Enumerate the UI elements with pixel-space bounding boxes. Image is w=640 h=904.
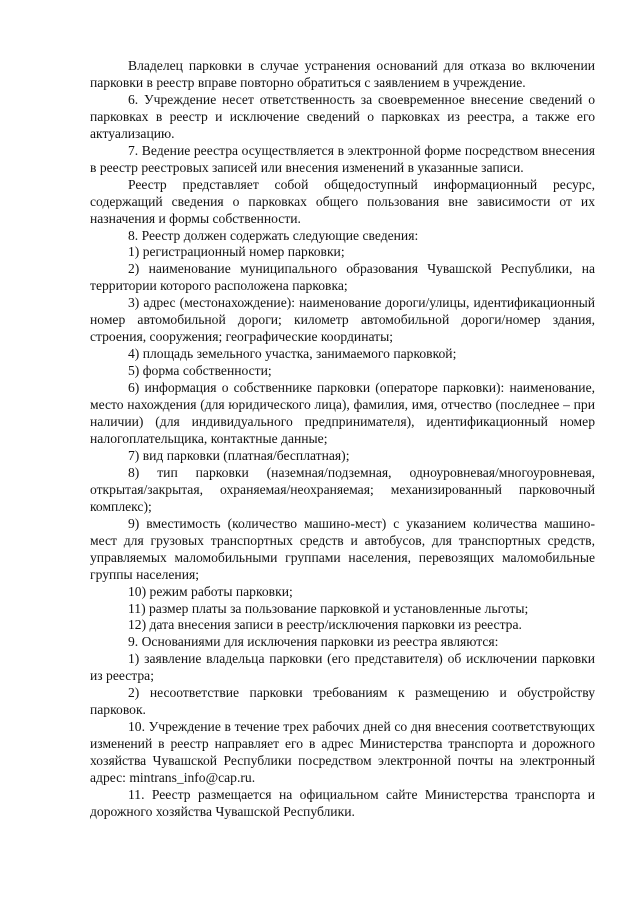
list-item-8-10: 10) режим работы парковки; [128,583,293,599]
list-item-9-1: 1) заявление владельца парковки (его представителя) об исключении парковки из реестра; [90,651,595,684]
paragraph-6-responsibility: 6. Учреждение несет ответственность за своевременное внесение сведений о парковках в реестр и исключение сведений о парковках из реестра, а также его актуализацию. [90,91,595,141]
list-item-8-2: 2) наименование муниципального образования Чувашской Республики, на территории которого расположена парковка; [90,261,595,294]
list-item-8-9: 9) вместимость (количество машино-мест) с указанием количества машино-мест для грузовых транспортных средств и автобусов, для транспортных средств, управляемых маломобильными группами населения, перевозящих маломобильные группы населения; [90,515,595,582]
paragraph-7-registry-maintenance: 7. Ведение реестра осуществляется в электронной форме посредством внесения в реестр реестровых записей или внесения изменений в указанные записи. [90,142,595,175]
paragraph-8-registry-contents: 8. Реестр должен содержать следующие сведения: [128,227,419,243]
paragraph-9-exclusion-grounds: 9. Основаниями для исключения парковки из реестра являются: [128,634,499,650]
list-item-8-1: 1) регистрационный номер парковки; [128,244,345,260]
paragraph-11-publication: 11. Реестр размещается на официальном сайте Министерства транспорта и дорожного хозяйства Чувашской Республики. [90,786,595,819]
list-item-8-4: 4) площадь земельного участка, занимаемого парковкой; [128,346,457,362]
list-item-8-5: 5) форма собственности; [128,363,272,379]
document-page [90,58,595,821]
paragraph-reapply: Владелец парковки в случае устранения оснований для отказа во включении парковки в реестр вправе повторно обратиться с заявлением в учреждение. [90,58,595,90]
list-item-8-8: 8) тип парковки (наземная/подземная, одноуровневая/многоуровневая, открытая/закрытая, охраняемая/неохраняемая; механизированный парковочный комплекс); [90,464,595,514]
list-item-8-7: 7) вид парковки (платная/бесплатная); [128,447,350,463]
list-item-9-2: 2) несоответствие парковки требованиям к размещению и обустройству парковок. [90,685,595,718]
paragraph-registry-definition: Реестр представляет собой общедоступный информационный ресурс, содержащий сведения о парковках общего пользования вне зависимости от их назначения и формы собственности. [90,176,595,226]
paragraph-10-submission: 10. Учреждение в течение трех рабочих дней со дня внесения соответствующих изменений в реестр направляет его в адрес Министерства транспорта и дорожного хозяйства Чувашской Республики посредством электронной почты на электронный адрес: mintrans_info@cap.ru. [90,719,595,786]
list-item-8-12: 12) дата внесения записи в реестр/исключения парковки из реестра. [128,617,522,633]
list-item-8-6: 6) информация о собственнике парковки (операторе парковки): наименование, место нахождения (для юридического лица), фамилия, имя, отчество (последнее – при наличии) (для индивидуального предпринимателя), идентификационный номер налогоплательщика, контактные данные; [90,380,595,446]
list-item-8-11: 11) размер платы за пользование парковкой и установленные льготы; [128,600,529,616]
list-item-8-3: 3) адрес (местонахождение): наименование дороги/улицы, идентификационный номер автомобильной дороги; километр автомобильной дороги/номер здания, строения, сооружения; географические координаты; [90,295,595,345]
